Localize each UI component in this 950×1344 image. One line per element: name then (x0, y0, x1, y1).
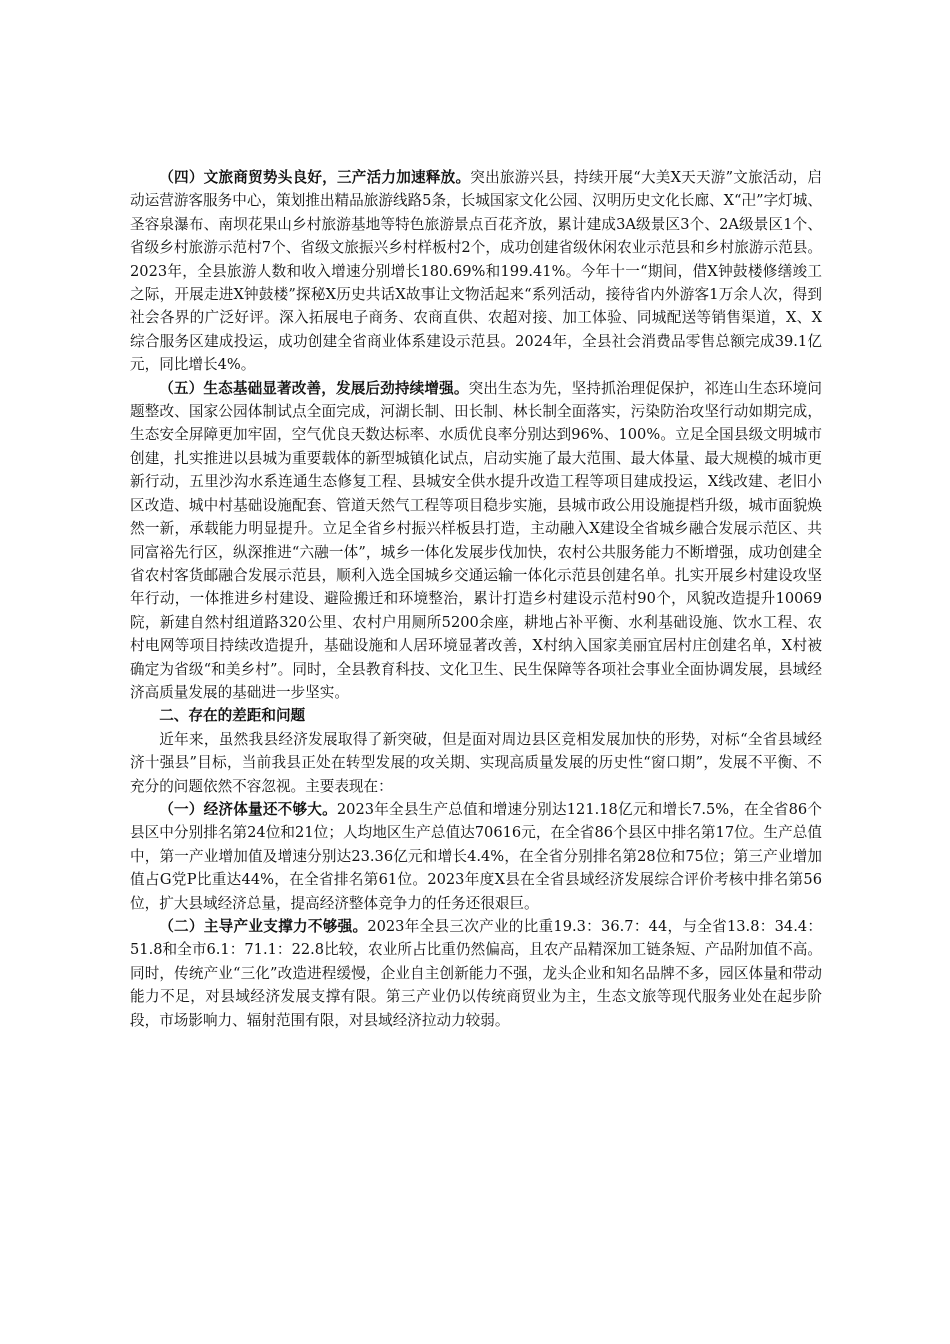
paragraph-economic-scale (130, 798, 822, 915)
paragraph-lead: （四）文旅商贸势头良好，三产活力加速释放。 (159, 169, 471, 186)
document-page (130, 166, 822, 1032)
paragraph-body: 2023年全县生产总值和增速分别达121.18亿元和增长7.5%，在全省86个县区中分别排名第24位和21位；人均地区生产总值达70616元，在全省86个县区中排名第17位。生产总值中，第一产业增加值及增速分别达23.36亿元和增长4.4%，在全省分别排名第28位和75位；第三产业增加值占G党P比重达44%，在全省排名第61位。2023年度X县在全省县域经济发展综合评价考核中排名第56位，扩大县域经济总量，提高经济整体竞争力的任务还很艰巨。 (130, 800, 822, 912)
paragraph-lead: （五）生态基础显著改善，发展后劲持续增强。 (159, 379, 469, 397)
paragraph-body: 突出旅游兴县，持续开展“大美X天天游”文旅活动，启动运营游客服务中心，策划推出精品旅游线路5条，长城国家文化公园、汉明历史文化长廊、X“卍”字灯城、圣容泉瀑布、南坝花果山乡村旅游基地等特色旅游景点百花齐放，累计建成3A级景区3个、2A级景区1个、省级乡村旅游示范村7个、省级文旅振兴乡村样板村2个，成功创建省级休闲农业示范县和乡村旅游示范县。2023年，全县旅游人数和收入增速分别增长180.69%和199.41%。今年十一“期间，借X钟鼓楼修缮竣工之际，开展走进X钟鼓楼”探秘X历史共话X故事让文物活起来“系列活动，接待省内外游客1万余人次，得到社会各界的广泛好评。深入拓展电子商务、农商直供、农超对接、加工体验、同城配送等销售渠道，X、X综合服务区建成投运，成功创建全省商业体系建设示范县。2024年，全县社会消费品零售总额完成39.1亿元，同比增长4%。 (130, 169, 822, 374)
paragraph-lead: （二）主导产业支撑力不够强。 (159, 918, 368, 935)
paragraph-industry-support (130, 915, 822, 1032)
paragraph-lead: （一）经济体量还不够大。 (159, 800, 337, 818)
paragraph-tourism-commerce (130, 166, 822, 377)
intro-paragraph: 近年来，虽然我县经济发展取得了新突破，但是面对周边县区竞相发展加快的形势，对标“全省县域经济十强县”目标，当前我县正处在转型发展的攻关期、实现高质量发展的历史性“窗口期”，发展不平衡、不充分的问题依然不容忽视。主要表现在： (130, 730, 822, 795)
paragraph-body: 突出生态为先，坚持抓治理促保护，祁连山生态环境问题整改、国家公园体制试点全面完成，河湖长制、田长制、林长制全面落实，污染防治攻坚行动如期完成，生态安全屏障更加牢固，空气优良天数达标率、水质优良率分别达到96%、100%。立足全国县级文明城市创建，扎实推进以县城为重要载体的新型城镇化试点，启动实施了最大范围、最大体量、最大规模的城市更新行动，五里沙沟水系连通生态修复工程、县城安全供水提升改造工程等项目建成投运，X线改建、老旧小区改造、城中村基础设施配套、管道天然气工程等项目稳步实施，县城市政公用设施提档升级，城市面貌焕然一新，承载能力明显提升。立足全省乡村振兴样板县打造，主动融入X建设全省城乡融合发展示范区、共同富裕先行区，纵深推进“六融一体”，城乡一体化发展步伐加快，农村公共服务能力不断增强，成功创建全省农村客货邮融合发展示范县，顺利入选全国城乡交通运输一体化示范县创建名单。扎实开展乡村建设攻坚年行动，一体推进乡村建设、避险搬迁和环境整治，累计打造乡村建设示范村90个，风貌改造提升10069院，新建自然村组道路320公里、农村户用厕所5200余座，耕地占补平衡、水利基础设施、饮水工程、农村电网等项目持续改造提升，基础设施和人居环境显著改善，X村纳入国家美丽宜居村庄创建名单，X村被确定为省级“和美乡村”。同时，全县教育科技、文化卫生、民生保障等各项社会事业全面协调发展，县域经济高质量发展的基础进一步坚实。 (130, 379, 822, 701)
paragraph-ecology (130, 377, 822, 705)
paragraph-body: 2023年全县三次产业的比重19.3：36.7：44，与全省13.8：34.4：51.8和全市6.1：71.1：22.8比较，农业所占比重仍然偏高，且农产品精深加工链条短、产品附加值不高。同时，传统产业“三化”改造进程缓慢，企业自主创新能力不强，龙头企业和知名品牌不多，园区体量和带动能力不足，对县域经济发展支撑有限。第三产业仍以传统商贸业为主，生态文旅等现代服务业处在起步阶段，市场影响力、辐射范围有限，对县域经济拉动力较弱。 (130, 918, 822, 1029)
section-heading: 二、存在的差距和问题 (159, 707, 306, 725)
